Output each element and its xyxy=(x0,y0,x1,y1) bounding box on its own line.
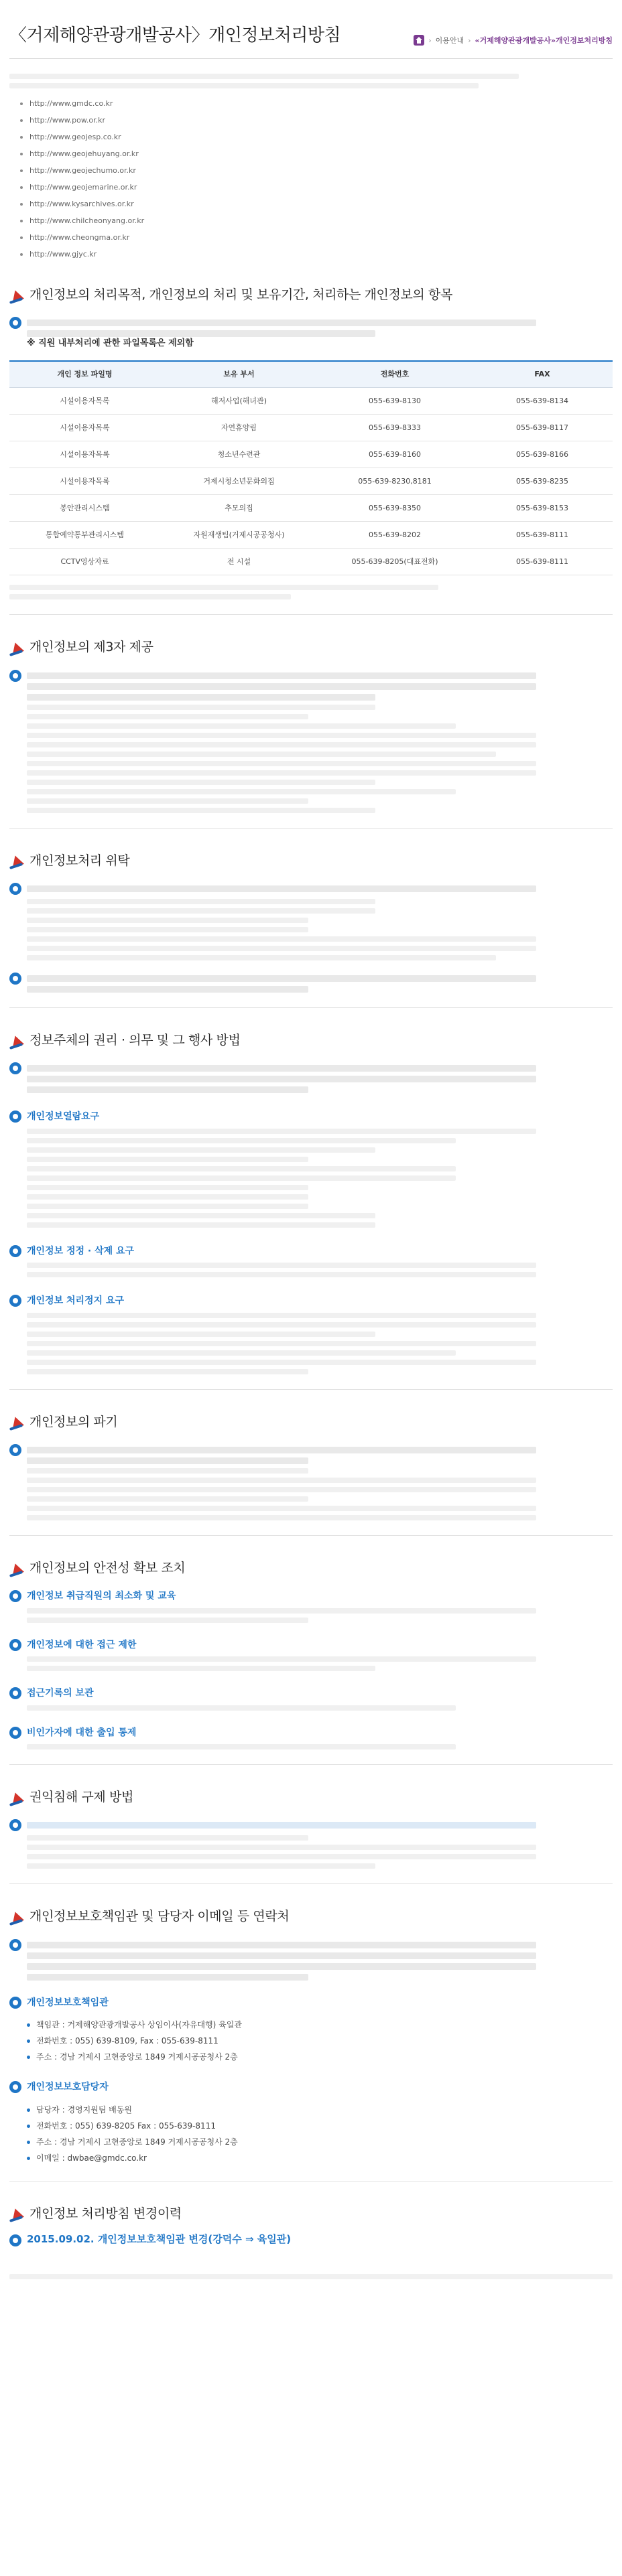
table-cell: 055-639-8202 xyxy=(318,522,472,549)
illegible-text-line xyxy=(27,1506,536,1511)
illegible-text-line xyxy=(27,761,536,766)
website-link[interactable]: http://www.gmdc.co.kr xyxy=(29,99,113,108)
section-marker-icon xyxy=(9,1034,24,1048)
section-title: 개인정보의 안전성 확보 조치 xyxy=(29,1561,186,1575)
table-cell: 055-639-8111 xyxy=(472,549,613,575)
illegible-text-line xyxy=(27,330,375,337)
illegible-text-line xyxy=(27,1468,308,1474)
table-cell: 055-639-8205(대표전화) xyxy=(318,549,472,575)
section-divider xyxy=(9,1764,613,1765)
bullet-circle-icon xyxy=(9,1111,21,1123)
table-cell: 통합예약통부관리시스템 xyxy=(9,522,160,549)
access-request-list xyxy=(9,1129,613,1228)
website-link[interactable]: http://www.chilcheonyang.or.kr xyxy=(29,216,145,225)
contact-item: 주소 : 경남 거제시 고현중앙로 1849 거제시공공청사 2층 xyxy=(27,2134,613,2150)
illegible-text-line xyxy=(9,2274,613,2279)
illegible-text-line xyxy=(27,1129,536,1134)
bullet-circle-icon xyxy=(9,1062,21,1074)
website-url-list xyxy=(20,95,613,263)
bullet-circle-icon xyxy=(9,1939,21,1951)
provision-list xyxy=(9,705,613,813)
illegible-text-line xyxy=(27,1157,308,1162)
illegible-text-line xyxy=(27,1360,536,1365)
illegible-text-line xyxy=(27,798,308,804)
table-cell: 해저사업(해녀관) xyxy=(160,388,318,415)
section-marker-icon xyxy=(9,289,24,302)
illegible-text-line xyxy=(27,899,375,904)
subsection-heading xyxy=(9,1443,613,1464)
subsection-heading xyxy=(9,1109,613,1124)
illegible-text-line xyxy=(27,1086,308,1093)
section-heading xyxy=(9,1788,613,1807)
illegible-text-line xyxy=(27,752,496,757)
illegible-text-line xyxy=(27,1175,456,1181)
table-cell: 055-639-8134 xyxy=(472,388,613,415)
section-title: 정보주체의 권리 · 의무 및 그 행사 방법 xyxy=(29,1032,241,1048)
illegible-text-line xyxy=(27,672,536,679)
home-icon[interactable] xyxy=(414,35,424,46)
illegible-text-line xyxy=(27,742,536,747)
illegible-text-line xyxy=(27,1213,375,1218)
table-row xyxy=(9,388,613,415)
table-cell: 시설이용자목록 xyxy=(9,415,160,441)
illegible-text-line xyxy=(27,1608,536,1614)
illegible-text-line xyxy=(27,885,536,892)
illegible-text-line xyxy=(27,1478,536,1483)
bullet-circle-icon xyxy=(9,317,21,329)
subsection-title: 개인정보 처리정지 요구 xyxy=(27,1295,124,1307)
subsection-heading xyxy=(9,1061,613,1093)
illegible-text-line xyxy=(27,1065,536,1072)
table-cell: 055-639-8117 xyxy=(472,415,613,441)
website-link[interactable]: http://www.geojesp.co.kr xyxy=(29,133,121,141)
table-cell: 055-639-8166 xyxy=(472,441,613,468)
table-cell: 시설이용자목록 xyxy=(9,468,160,495)
illegible-text-line xyxy=(27,808,375,813)
subsection-heading xyxy=(9,1686,613,1701)
illegible-text-line xyxy=(27,1332,375,1337)
section-heading xyxy=(9,1031,613,1050)
subsection-heading xyxy=(9,971,613,993)
table-cell: 055-639-8235 xyxy=(472,468,613,495)
section-heading xyxy=(9,285,613,305)
bullet-circle-icon xyxy=(9,1727,21,1739)
section-marker-icon xyxy=(9,1910,24,1924)
illegible-text-line xyxy=(27,955,496,960)
illegible-text-line xyxy=(27,1166,456,1171)
illegible-text-line xyxy=(27,1222,375,1228)
revision-date: 2015.09.02. 개인정보보호책임관 변경(강덕수 ⇒ 육일관) xyxy=(27,2233,292,2246)
section-title: 개인정보 처리방침 변경이력 xyxy=(29,2206,182,2221)
illegible-text-line xyxy=(27,714,308,719)
column-header: 보유 부서 xyxy=(160,361,318,388)
column-header: 개인 정보 파일명 xyxy=(9,361,160,388)
section-divider xyxy=(9,828,613,829)
bullet-circle-icon xyxy=(9,1997,21,2009)
table-cell: 추모의집 xyxy=(160,495,318,522)
list-item xyxy=(20,212,613,229)
bullet-circle-icon xyxy=(9,1639,21,1651)
table-row xyxy=(9,549,613,575)
section-title: 개인정보의 처리목적, 개인정보의 처리 및 보유기간, 처리하는 개인정보의 항목 xyxy=(29,287,452,302)
illegible-text-line xyxy=(27,1942,536,1948)
section-divider xyxy=(9,1535,613,1536)
bullet-circle-icon xyxy=(9,1819,21,1831)
section-title: 권익침해 구제 방법 xyxy=(29,1790,133,1804)
illegible-text-line xyxy=(27,975,536,982)
illegible-text-line xyxy=(27,1974,308,1981)
table-cell: CCTV영상자료 xyxy=(9,549,160,575)
breadcrumb-item-current[interactable]: «거제해양관광개발공사»개인정보처리방침 xyxy=(475,35,613,45)
table-row xyxy=(9,468,613,495)
column-header: 전화번호 xyxy=(318,361,472,388)
table-cell: 청소년수련관 xyxy=(160,441,318,468)
subsection-heading xyxy=(9,1725,613,1740)
subsection-heading xyxy=(9,2080,613,2094)
table-row xyxy=(9,522,613,549)
section-divider xyxy=(9,1883,613,1884)
illegible-text-line xyxy=(9,83,479,88)
illegible-text-line xyxy=(27,780,375,785)
bullet-circle-icon xyxy=(9,1444,21,1456)
table-cell: 055-639-8333 xyxy=(318,415,472,441)
illegible-text-line xyxy=(27,1952,536,1959)
page-header xyxy=(9,0,613,59)
footer-note xyxy=(9,2274,613,2283)
illegible-text-line xyxy=(27,908,375,914)
illegible-text-line xyxy=(27,1263,536,1268)
illegible-text-line xyxy=(27,1204,308,1209)
section-heading xyxy=(9,638,613,657)
illegible-text-line xyxy=(27,1744,456,1749)
list-item xyxy=(20,162,613,179)
list-item xyxy=(20,129,613,145)
illegible-text-line xyxy=(27,1272,536,1277)
table-cell: 055-639-8130 xyxy=(318,388,472,415)
subsection-title: 개인정보에 대한 접근 제한 xyxy=(27,1639,137,1650)
section-heading xyxy=(9,1559,613,1578)
subsection-heading xyxy=(9,1995,613,2010)
table-cell: 055-639-8160 xyxy=(318,441,472,468)
bullet-circle-icon xyxy=(9,670,21,682)
website-link[interactable]: http://www.geojechumo.or.kr xyxy=(29,166,136,175)
table-cell: 055-639-8153 xyxy=(472,495,613,522)
subsection-heading xyxy=(9,1638,613,1652)
illegible-text-line xyxy=(27,1194,308,1200)
subsection-heading xyxy=(9,315,613,337)
bullet-circle-icon xyxy=(9,2081,21,2093)
table-header-row xyxy=(9,361,613,388)
breadcrumb xyxy=(414,35,613,46)
subsection-title: 비인가자에 대한 출입 통제 xyxy=(27,1727,137,1738)
list-item xyxy=(20,112,613,129)
section-title: 개인정보의 파기 xyxy=(29,1414,118,1429)
subsection-title: 개인정보열람요구 xyxy=(27,1111,100,1123)
subsection-heading xyxy=(9,1244,613,1259)
section-marker-icon xyxy=(9,1791,24,1804)
illegible-text-line xyxy=(27,1863,375,1869)
illegible-text-line xyxy=(27,1341,536,1346)
illegible-text-line xyxy=(27,1322,536,1328)
bullet-circle-icon xyxy=(9,883,21,895)
section-marker-icon xyxy=(9,1415,24,1429)
bullet-circle-icon xyxy=(9,1245,21,1257)
list-item xyxy=(20,246,613,263)
illegible-text-line xyxy=(27,1313,536,1318)
illegible-text-line xyxy=(27,723,456,729)
table-cell: 시설이용자목록 xyxy=(9,388,160,415)
website-link[interactable]: http://www.kysarchives.or.kr xyxy=(29,200,134,208)
table-cell: 전 시설 xyxy=(160,549,318,575)
website-link[interactable]: http://www.geojemarine.or.kr xyxy=(29,183,137,192)
subsection-title: 접근기록의 보관 xyxy=(27,1688,94,1699)
illegible-text-line xyxy=(27,1705,456,1711)
illegible-text-line xyxy=(27,1496,308,1502)
illegible-text-line xyxy=(27,1457,308,1464)
table-cell: 봉안관리시스템 xyxy=(9,495,160,522)
table-cell: 055-639-8111 xyxy=(472,522,613,549)
illegible-text-line xyxy=(27,1185,308,1190)
bullet-circle-icon xyxy=(9,1590,21,1602)
revision-history-item xyxy=(9,2232,613,2247)
illegible-text-line xyxy=(9,74,519,79)
table-row xyxy=(9,415,613,441)
illegible-text-line xyxy=(27,705,375,710)
section-divider xyxy=(9,1389,613,1390)
illegible-text-line xyxy=(27,1350,456,1356)
illegible-text-line xyxy=(27,927,308,932)
illegible-text-line xyxy=(27,918,308,923)
illegible-text-line xyxy=(27,789,456,794)
section-heading xyxy=(9,851,613,871)
table-cell: 시설이용자목록 xyxy=(9,441,160,468)
bullet-circle-icon xyxy=(9,1687,21,1699)
illegible-text-line xyxy=(27,946,536,951)
subsection-heading xyxy=(9,1589,613,1603)
section-title: 개인정보처리 위탁 xyxy=(29,853,130,868)
illegible-text-line xyxy=(27,1666,375,1671)
bullet-circle-icon xyxy=(9,2234,21,2246)
website-link[interactable]: http://www.geojehuyang.or.kr xyxy=(29,149,139,158)
list-item xyxy=(20,145,613,162)
subsection-heading xyxy=(9,881,613,895)
website-link[interactable]: http://www.pow.or.kr xyxy=(29,116,106,125)
correction-request-list xyxy=(9,1263,613,1277)
illegible-text-line xyxy=(27,683,536,690)
table-cell: 055-639-8350 xyxy=(318,495,472,522)
section-marker-icon xyxy=(9,854,24,867)
privacy-officer-contact xyxy=(27,2017,613,2065)
illegible-text-line xyxy=(27,986,308,993)
website-link[interactable]: http://www.cheongma.or.kr xyxy=(29,233,130,242)
illegible-text-line xyxy=(27,1822,536,1829)
illegible-text-line xyxy=(27,1076,536,1082)
illegible-text-line xyxy=(9,585,438,590)
personal-info-file-table xyxy=(9,360,613,576)
illegible-text-line xyxy=(27,733,536,738)
section-marker-icon xyxy=(9,641,24,654)
illegible-text-line xyxy=(27,1963,536,1970)
illegible-text-line xyxy=(27,1515,536,1520)
contact-item: 주소 : 경남 거제시 고현중앙로 1849 거제시공공청사 2층 xyxy=(27,2049,613,2065)
privacy-staff-contact xyxy=(27,2102,613,2166)
section-divider xyxy=(9,1007,613,1008)
breadcrumb-separator: › xyxy=(428,35,432,45)
outsourcing-list xyxy=(9,899,613,960)
contact-item: 전화번호 : 055) 639-8109, Fax : 055-639-8111 xyxy=(27,2033,613,2049)
subsection-title: 개인정보보호책임관 xyxy=(27,1997,109,2008)
table-row xyxy=(9,441,613,468)
section-title: 개인정보의 제3자 제공 xyxy=(29,640,153,655)
subsection-heading xyxy=(9,1818,613,1831)
breadcrumb-item-guide[interactable]: 이용안내 xyxy=(435,35,464,45)
illegible-text-line xyxy=(27,1147,375,1153)
illegible-text-line xyxy=(27,1656,536,1662)
list-item xyxy=(20,95,613,112)
bullet-circle-icon xyxy=(9,973,21,985)
contact-item: 책임관 : 거제해양관광개발공사 상임이사(자유대행) 육일관 xyxy=(27,2017,613,2033)
illegible-text-line xyxy=(9,594,291,599)
illegible-text-line xyxy=(27,1835,308,1841)
illegible-text-line xyxy=(27,1854,536,1859)
table-cell: 거제시청소년문화의집 xyxy=(160,468,318,495)
list-item xyxy=(20,229,613,246)
illegible-text-line xyxy=(27,1618,308,1623)
section-marker-icon xyxy=(9,2207,24,2220)
column-header: FAX xyxy=(472,361,613,388)
contact-item: 전화번호 : 055) 639-8205 Fax : 055-639-8111 xyxy=(27,2118,613,2134)
breadcrumb-separator: › xyxy=(468,35,471,45)
table-cell: 055-639-8230,8181 xyxy=(318,468,472,495)
illegible-text-line xyxy=(27,694,375,701)
page-title: 〈거제해양관광개발공사〉개인정보처리방침 xyxy=(9,25,341,46)
table-note: ※ 직원 내부처리에 관한 파일목록은 제외함 xyxy=(27,338,194,349)
subsection-title: 개인정보 취급직원의 최소화 및 교육 xyxy=(27,1591,176,1602)
section-title: 개인정보보호책임관 및 담당자 이메일 등 연락처 xyxy=(29,1909,290,1924)
illegible-text-line xyxy=(27,1447,536,1453)
illegible-text-line xyxy=(27,1138,456,1143)
suspension-request-list xyxy=(9,1313,613,1374)
intro-paragraph xyxy=(9,74,613,88)
subsection-title: 개인정보 정정 · 삭제 요구 xyxy=(27,1245,135,1257)
section-heading xyxy=(9,1413,613,1432)
contact-item: 담당자 : 경영지원팀 배동원 xyxy=(27,2102,613,2118)
illegible-text-line xyxy=(27,1487,536,1492)
contact-email[interactable]: 이메일 : dwbae@gmdc.co.kr xyxy=(27,2150,613,2166)
section-divider xyxy=(9,614,613,615)
website-link[interactable]: http://www.gjyc.kr xyxy=(29,250,97,259)
list-item xyxy=(20,179,613,196)
subsection-title: 개인정보보호담당자 xyxy=(27,2082,109,2093)
list-item xyxy=(20,196,613,212)
table-cell: 자연휴양림 xyxy=(160,415,318,441)
table-row xyxy=(9,495,613,522)
illegible-text-line xyxy=(27,319,536,326)
subsection-heading xyxy=(9,1293,613,1308)
illegible-text-line xyxy=(27,936,536,942)
bullet-circle-icon xyxy=(9,1295,21,1307)
subsection-heading xyxy=(9,1938,613,1981)
section-heading xyxy=(9,1907,613,1926)
illegible-text-line xyxy=(27,1845,536,1850)
section-marker-icon xyxy=(9,1562,24,1575)
illegible-text-line xyxy=(27,770,536,776)
illegible-text-line xyxy=(27,1369,308,1374)
table-cell: 자원재생팀(거제시공공청사) xyxy=(160,522,318,549)
subsection-heading xyxy=(9,668,613,701)
section-heading xyxy=(9,2204,613,2224)
destruction-list xyxy=(9,1468,613,1520)
